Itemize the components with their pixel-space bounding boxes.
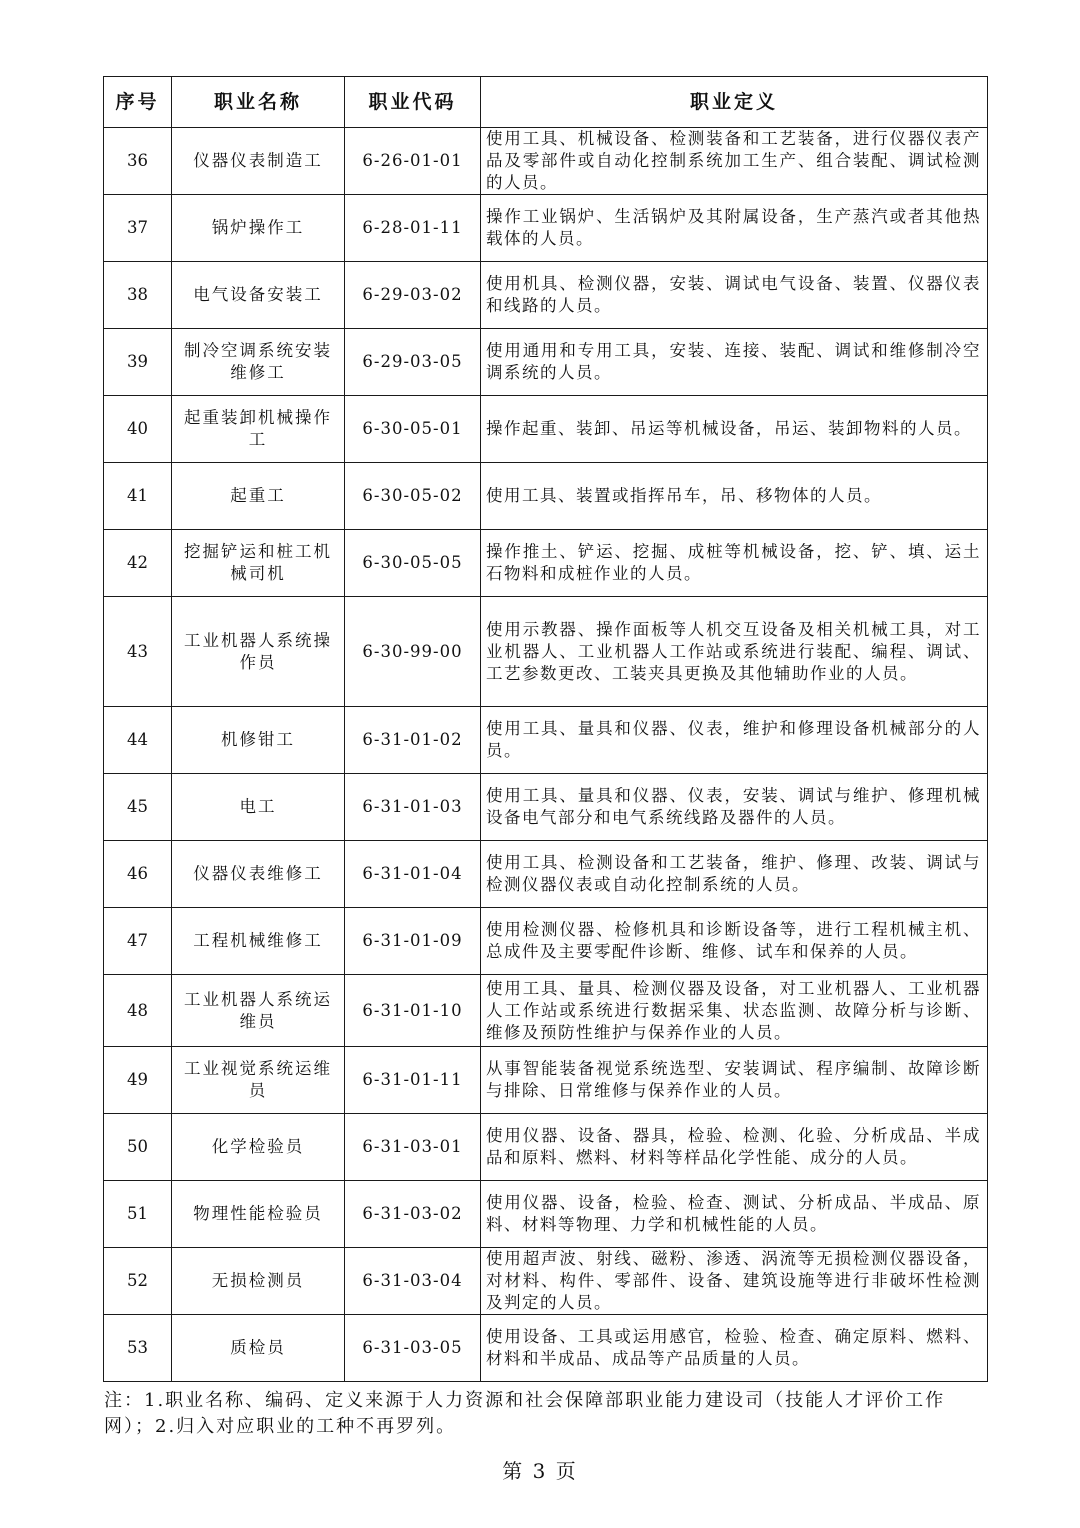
cell-number: 36: [104, 128, 172, 195]
cell-occupation-definition: 使用示教器、操作面板等人机交互设备及相关机械工具，对工业机器人、工业机器人工作站或系统进行装配、编程、调试、工艺参数更改、工装夹具更换及其他辅助作业的人员。: [481, 597, 988, 707]
table-row: [104, 128, 988, 195]
cell-occupation-name: 化学检验员: [172, 1114, 345, 1181]
header-number: 序号: [104, 77, 172, 128]
cell-occupation-definition: 使用工具、装置或指挥吊车，吊、移物体的人员。: [481, 463, 988, 530]
cell-number: 41: [104, 463, 172, 530]
cell-occupation-definition: 操作推土、铲运、挖掘、成桩等机械设备，挖、铲、填、运土石物料和成桩作业的人员。: [481, 530, 988, 597]
cell-number: 48: [104, 975, 172, 1047]
table-row: [104, 530, 988, 597]
table-row: [104, 195, 988, 262]
cell-occupation-definition: 操作工业锅炉、生活锅炉及其附属设备，生产蒸汽或者其他热载体的人员。: [481, 195, 988, 262]
cell-occupation-definition: 使用通用和专用工具，安装、连接、装配、调试和维修制冷空调系统的人员。: [481, 329, 988, 396]
cell-occupation-definition: 使用机具、检测仪器，安装、调试电气设备、装置、仪器仪表和线路的人员。: [481, 262, 988, 329]
cell-number: 50: [104, 1114, 172, 1181]
cell-occupation-code: 6-31-03-04: [345, 1248, 481, 1315]
cell-number: 43: [104, 597, 172, 707]
table-row: [104, 1181, 988, 1248]
cell-number: 53: [104, 1315, 172, 1382]
cell-occupation-code: 6-31-01-04: [345, 841, 481, 908]
cell-occupation-name: 电工: [172, 774, 345, 841]
occupation-table: [103, 76, 988, 1382]
cell-occupation-code: 6-31-03-01: [345, 1114, 481, 1181]
cell-number: 46: [104, 841, 172, 908]
cell-occupation-definition: 使用工具、机械设备、检测装备和工艺装备，进行仪器仪表产品及零部件或自动化控制系统加工生产、组合装配、调试检测的人员。: [481, 128, 988, 195]
table-row: [104, 1047, 988, 1114]
cell-occupation-name: 电气设备安装工: [172, 262, 345, 329]
cell-number: 38: [104, 262, 172, 329]
cell-occupation-name: 物理性能检验员: [172, 1181, 345, 1248]
cell-occupation-definition: 操作起重、装卸、吊运等机械设备，吊运、装卸物料的人员。: [481, 396, 988, 463]
cell-occupation-code: 6-31-01-09: [345, 908, 481, 975]
table-row: [104, 841, 988, 908]
cell-number: 42: [104, 530, 172, 597]
cell-occupation-name: 工程机械维修工: [172, 908, 345, 975]
cell-occupation-code: 6-31-01-11: [345, 1047, 481, 1114]
cell-occupation-code: 6-26-01-01: [345, 128, 481, 195]
cell-occupation-name: 仪器仪表制造工: [172, 128, 345, 195]
cell-number: 40: [104, 396, 172, 463]
cell-occupation-name: 起重工: [172, 463, 345, 530]
cell-number: 44: [104, 707, 172, 774]
table-row: [104, 463, 988, 530]
table-row: [104, 262, 988, 329]
cell-occupation-definition: 使用超声波、射线、磁粉、渗透、涡流等无损检测仪器设备，对材料、构件、零部件、设备、建筑设施等进行非破坏性检测及判定的人员。: [481, 1248, 988, 1315]
table-row: [104, 396, 988, 463]
header-occupation-code: 职业代码: [345, 77, 481, 128]
cell-occupation-code: 6-29-03-05: [345, 329, 481, 396]
cell-occupation-code: 6-31-01-02: [345, 707, 481, 774]
cell-number: 47: [104, 908, 172, 975]
cell-occupation-name: 工业机器人系统运维员: [172, 975, 345, 1047]
cell-occupation-code: 6-31-01-03: [345, 774, 481, 841]
cell-occupation-code: 6-31-03-05: [345, 1315, 481, 1382]
cell-occupation-name: 质检员: [172, 1315, 345, 1382]
cell-number: 37: [104, 195, 172, 262]
cell-number: 52: [104, 1248, 172, 1315]
cell-occupation-name: 锅炉操作工: [172, 195, 345, 262]
table-row: [104, 597, 988, 707]
table-body: [104, 128, 988, 1382]
cell-number: 45: [104, 774, 172, 841]
table-row: [104, 975, 988, 1047]
page-number: 第 3 页: [502, 1459, 578, 1483]
cell-occupation-code: 6-28-01-11: [345, 195, 481, 262]
cell-occupation-definition: 使用检测仪器、检修机具和诊断设备等，进行工程机械主机、总成件及主要零配件诊断、维修、试车和保养的人员。: [481, 908, 988, 975]
table-row: [104, 1315, 988, 1382]
cell-occupation-definition: 使用仪器、设备、器具，检验、检测、化验、分析成品、半成品和原料、燃料、材料等样品化学性能、成分的人员。: [481, 1114, 988, 1181]
table-row: [104, 1248, 988, 1315]
table-header-row: [104, 77, 988, 128]
cell-number: 49: [104, 1047, 172, 1114]
cell-occupation-definition: 使用工具、量具、检测仪器及设备，对工业机器人、工业机器人工作站或系统进行数据采集、状态监测、故障分析与诊断、维修及预防性维护与保养作业的人员。: [481, 975, 988, 1047]
cell-occupation-code: 6-29-03-02: [345, 262, 481, 329]
cell-occupation-definition: 从事智能装备视觉系统选型、安装调试、程序编制、故障诊断与排除、日常维修与保养作业的人员。: [481, 1047, 988, 1114]
cell-occupation-code: 6-30-05-02: [345, 463, 481, 530]
table-row: [104, 908, 988, 975]
table-row: [104, 329, 988, 396]
cell-occupation-name: 挖掘铲运和桩工机械司机: [172, 530, 345, 597]
cell-occupation-name: 仪器仪表维修工: [172, 841, 345, 908]
cell-occupation-name: 起重装卸机械操作工: [172, 396, 345, 463]
cell-occupation-definition: 使用工具、检测设备和工艺装备，维护、修理、改装、调试与检测仪器仪表或自动化控制系统的人员。: [481, 841, 988, 908]
cell-occupation-definition: 使用工具、量具和仪器、仪表，安装、调试与维护、修理机械设备电气部分和电气系统线路及器件的人员。: [481, 774, 988, 841]
cell-number: 39: [104, 329, 172, 396]
footnote: 注：1.职业名称、编码、定义来源于人力资源和社会保障部职业能力建设司（技能人才评价工作网）；2.归入对应职业的工种不再罗列。: [104, 1390, 946, 1437]
cell-occupation-definition: 使用工具、量具和仪器、仪表，维护和修理设备机械部分的人员。: [481, 707, 988, 774]
header-occupation-definition: 职业定义: [481, 77, 988, 128]
cell-occupation-code: 6-31-03-02: [345, 1181, 481, 1248]
cell-occupation-name: 工业视觉系统运维员: [172, 1047, 345, 1114]
cell-occupation-name: 机修钳工: [172, 707, 345, 774]
cell-occupation-name: 工业机器人系统操作员: [172, 597, 345, 707]
table-row: [104, 707, 988, 774]
cell-occupation-code: 6-30-05-01: [345, 396, 481, 463]
table-row: [104, 774, 988, 841]
cell-occupation-code: 6-30-05-05: [345, 530, 481, 597]
cell-occupation-definition: 使用设备、工具或运用感官，检验、检查、确定原料、燃料、材料和半成品、成品等产品质量的人员。: [481, 1315, 988, 1382]
cell-occupation-name: 无损检测员: [172, 1248, 345, 1315]
header-occupation-name: 职业名称: [172, 77, 345, 128]
cell-occupation-code: 6-31-01-10: [345, 975, 481, 1047]
cell-number: 51: [104, 1181, 172, 1248]
cell-occupation-definition: 使用仪器、设备，检验、检查、测试、分析成品、半成品、原料、材料等物理、力学和机械性能的人员。: [481, 1181, 988, 1248]
cell-occupation-name: 制冷空调系统安装维修工: [172, 329, 345, 396]
table-row: [104, 1114, 988, 1181]
cell-occupation-code: 6-30-99-00: [345, 597, 481, 707]
